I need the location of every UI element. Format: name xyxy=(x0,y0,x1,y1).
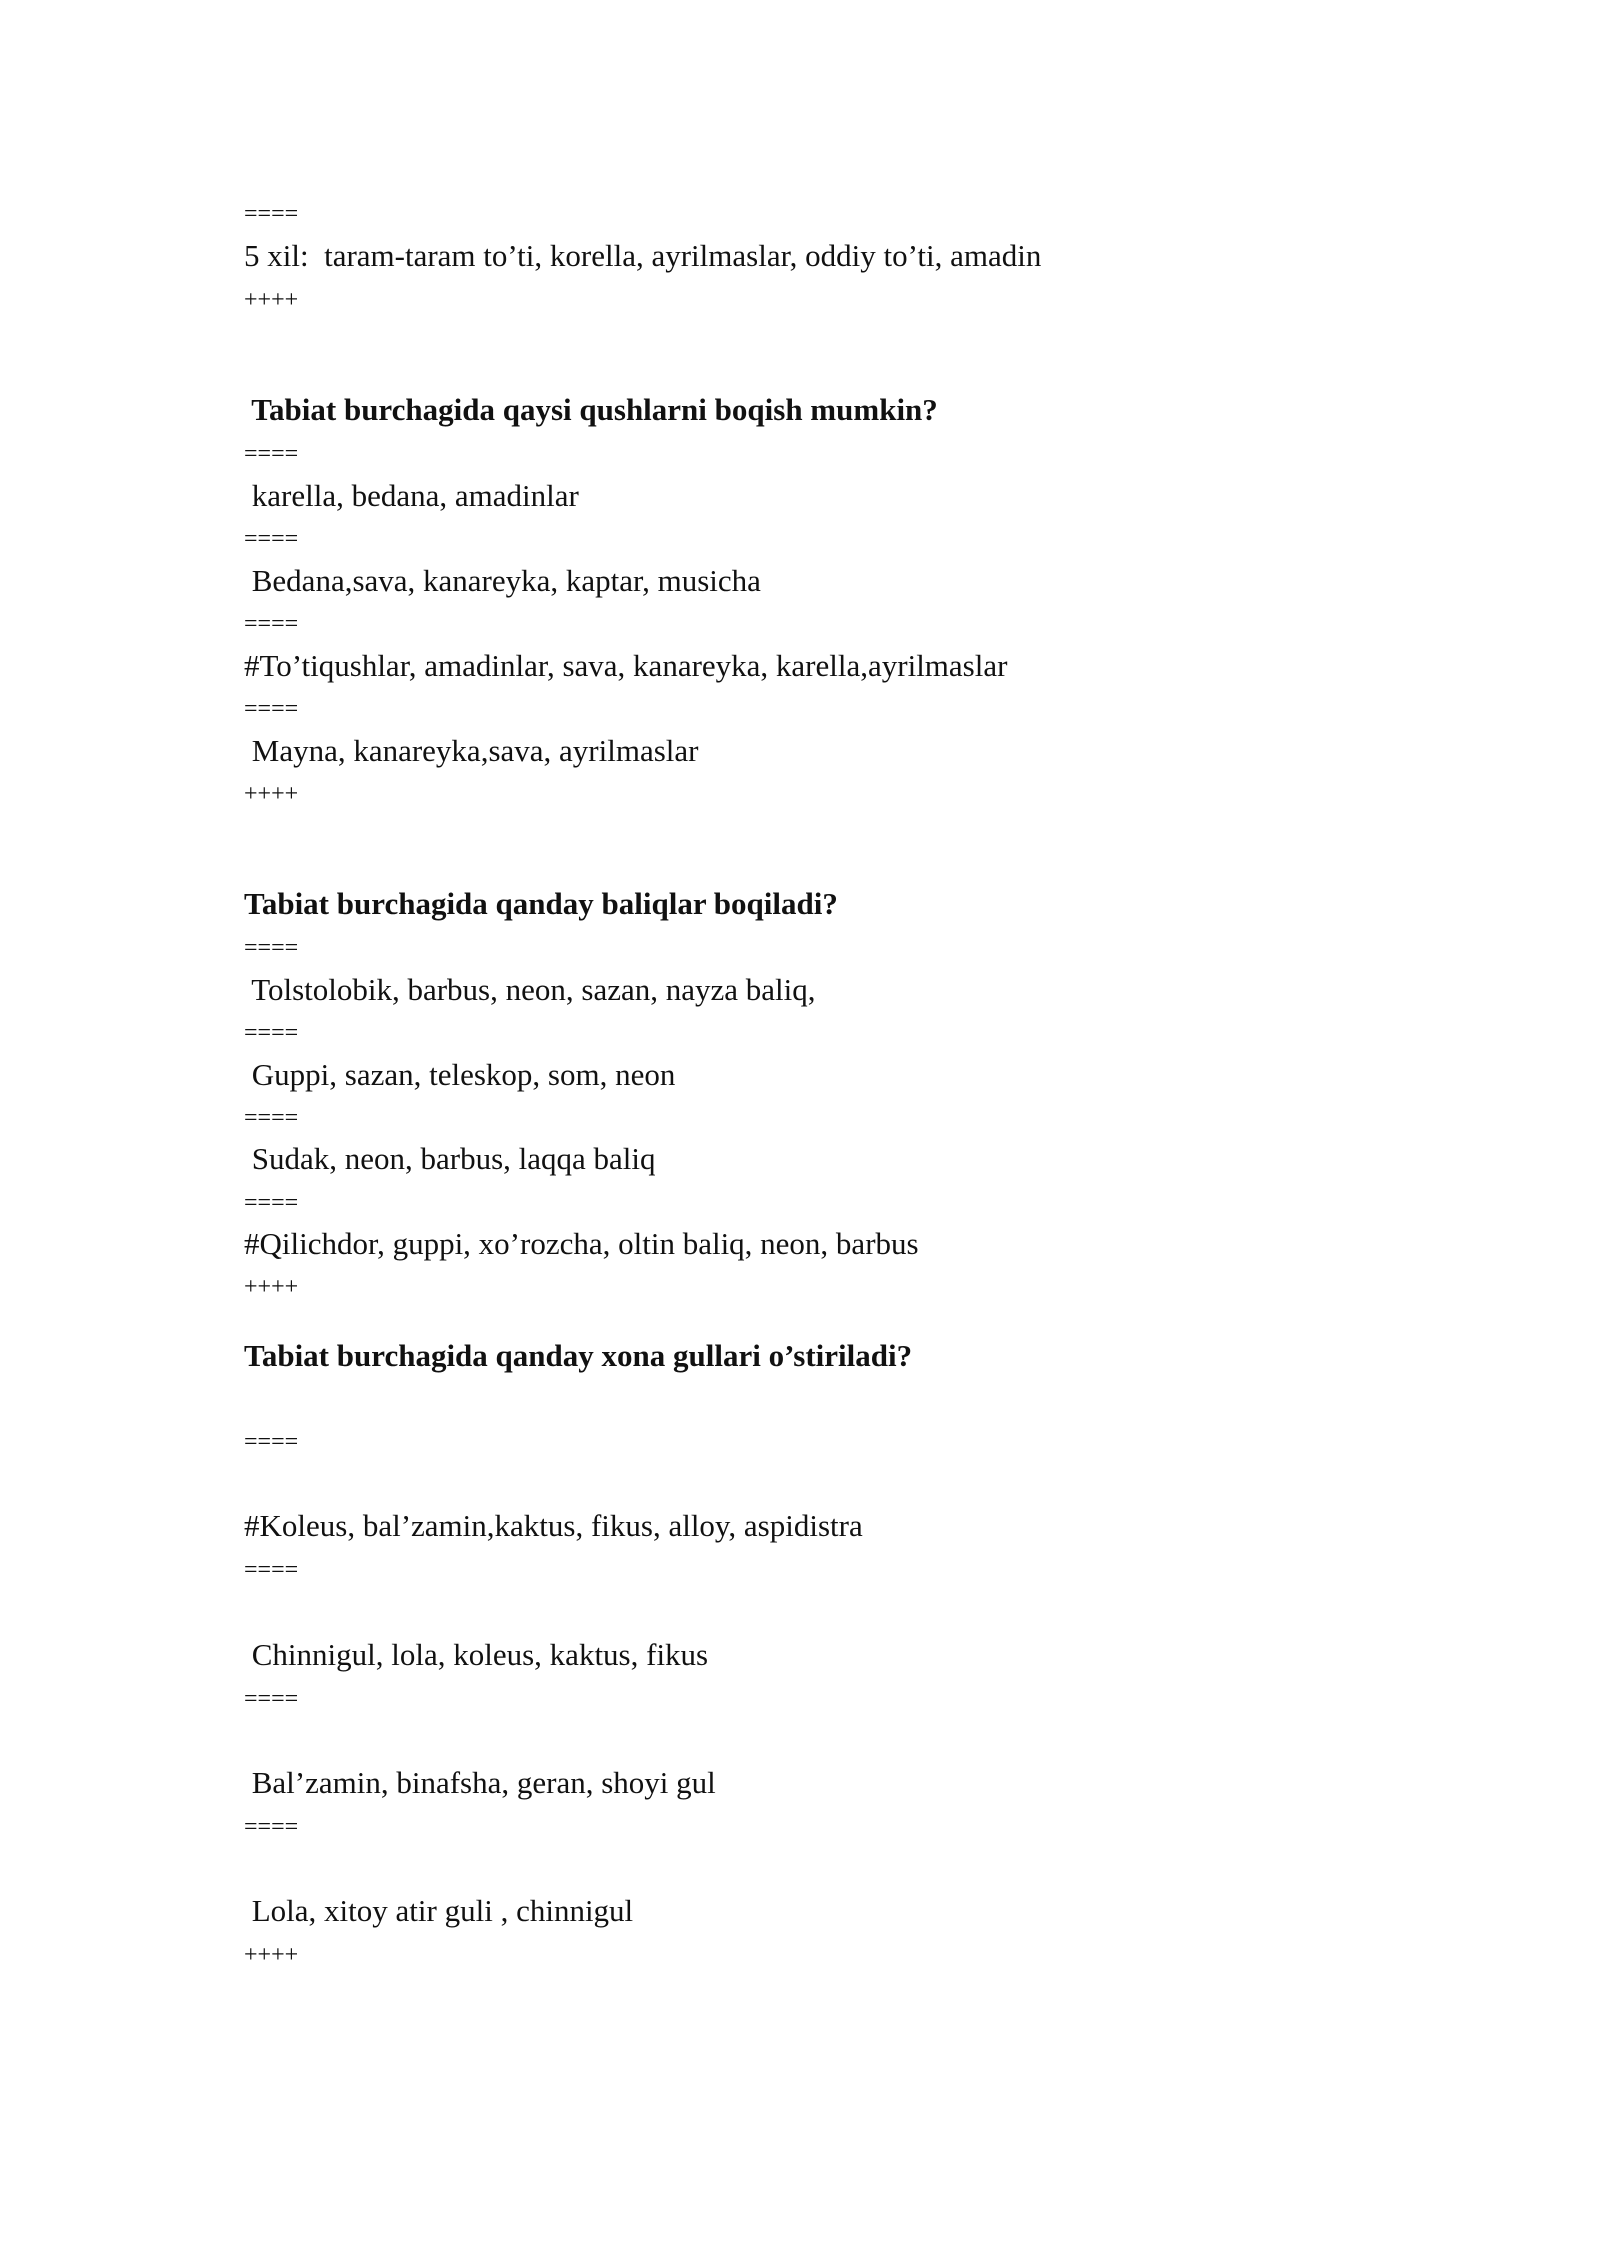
answer-option: Mayna, kanareyka,sava, ayrilmaslar xyxy=(244,733,699,768)
question-title: Tabiat burchagida qanday xona gullari o’stiriladi? xyxy=(244,1338,913,1373)
answer-option: Lola, xitoy atir guli , chinnigul xyxy=(244,1893,634,1928)
separator: ==== xyxy=(244,611,299,637)
answer-option: Tolstolobik, barbus, neon, sazan, nayza baliq, xyxy=(244,972,816,1007)
question-end-marker: ++++ xyxy=(244,1274,299,1300)
question-title: Tabiat burchagida qanday baliqlar boqiladi? xyxy=(244,886,838,921)
separator: ==== xyxy=(244,696,299,722)
answer-option: Bedana,sava, kanareyka, kaptar, musicha xyxy=(244,563,761,598)
question-end-marker: ++++ xyxy=(244,287,299,313)
separator: ==== xyxy=(244,1020,299,1046)
answer-option: Sudak, neon, barbus, laqqa baliq xyxy=(244,1141,656,1176)
question-end-marker: ++++ xyxy=(244,781,299,807)
separator: ==== xyxy=(244,441,299,467)
question-title: Tabiat burchagida qaysi qushlarni boqish mumkin? xyxy=(244,392,938,427)
question-end-marker: ++++ xyxy=(244,1942,299,1968)
separator: ==== xyxy=(244,935,299,961)
separator: ==== xyxy=(244,526,299,552)
answer-option: karella, bedana, amadinlar xyxy=(244,478,579,513)
separator: ==== xyxy=(244,1814,299,1840)
answer-option: Chinnigul, lola, koleus, kaktus, fikus xyxy=(244,1637,709,1672)
separator: ==== xyxy=(244,201,299,227)
separator: ==== xyxy=(244,1686,299,1712)
answer-option-correct: #Koleus, bal’zamin,kaktus, fikus, alloy, aspidistra xyxy=(244,1508,863,1543)
separator: ==== xyxy=(244,1557,299,1583)
answer-option-correct: #Qilichdor, guppi, xo’rozcha, oltin baliq, neon, barbus xyxy=(244,1226,919,1261)
separator: ==== xyxy=(244,1190,299,1216)
answer-option-correct: #To’tiqushlar, amadinlar, sava, kanareyka, karella,ayrilmaslar xyxy=(244,648,1008,683)
answer-option: 5 xil: taram-taram to’ti, korella, ayrilmaslar, oddiy to’ti, amadin xyxy=(244,238,1042,273)
separator: ==== xyxy=(244,1105,299,1131)
answer-option: Guppi, sazan, teleskop, som, neon xyxy=(244,1057,676,1092)
separator: ==== xyxy=(244,1429,299,1455)
answer-option: Bal’zamin, binafsha, geran, shoyi gul xyxy=(244,1765,716,1800)
